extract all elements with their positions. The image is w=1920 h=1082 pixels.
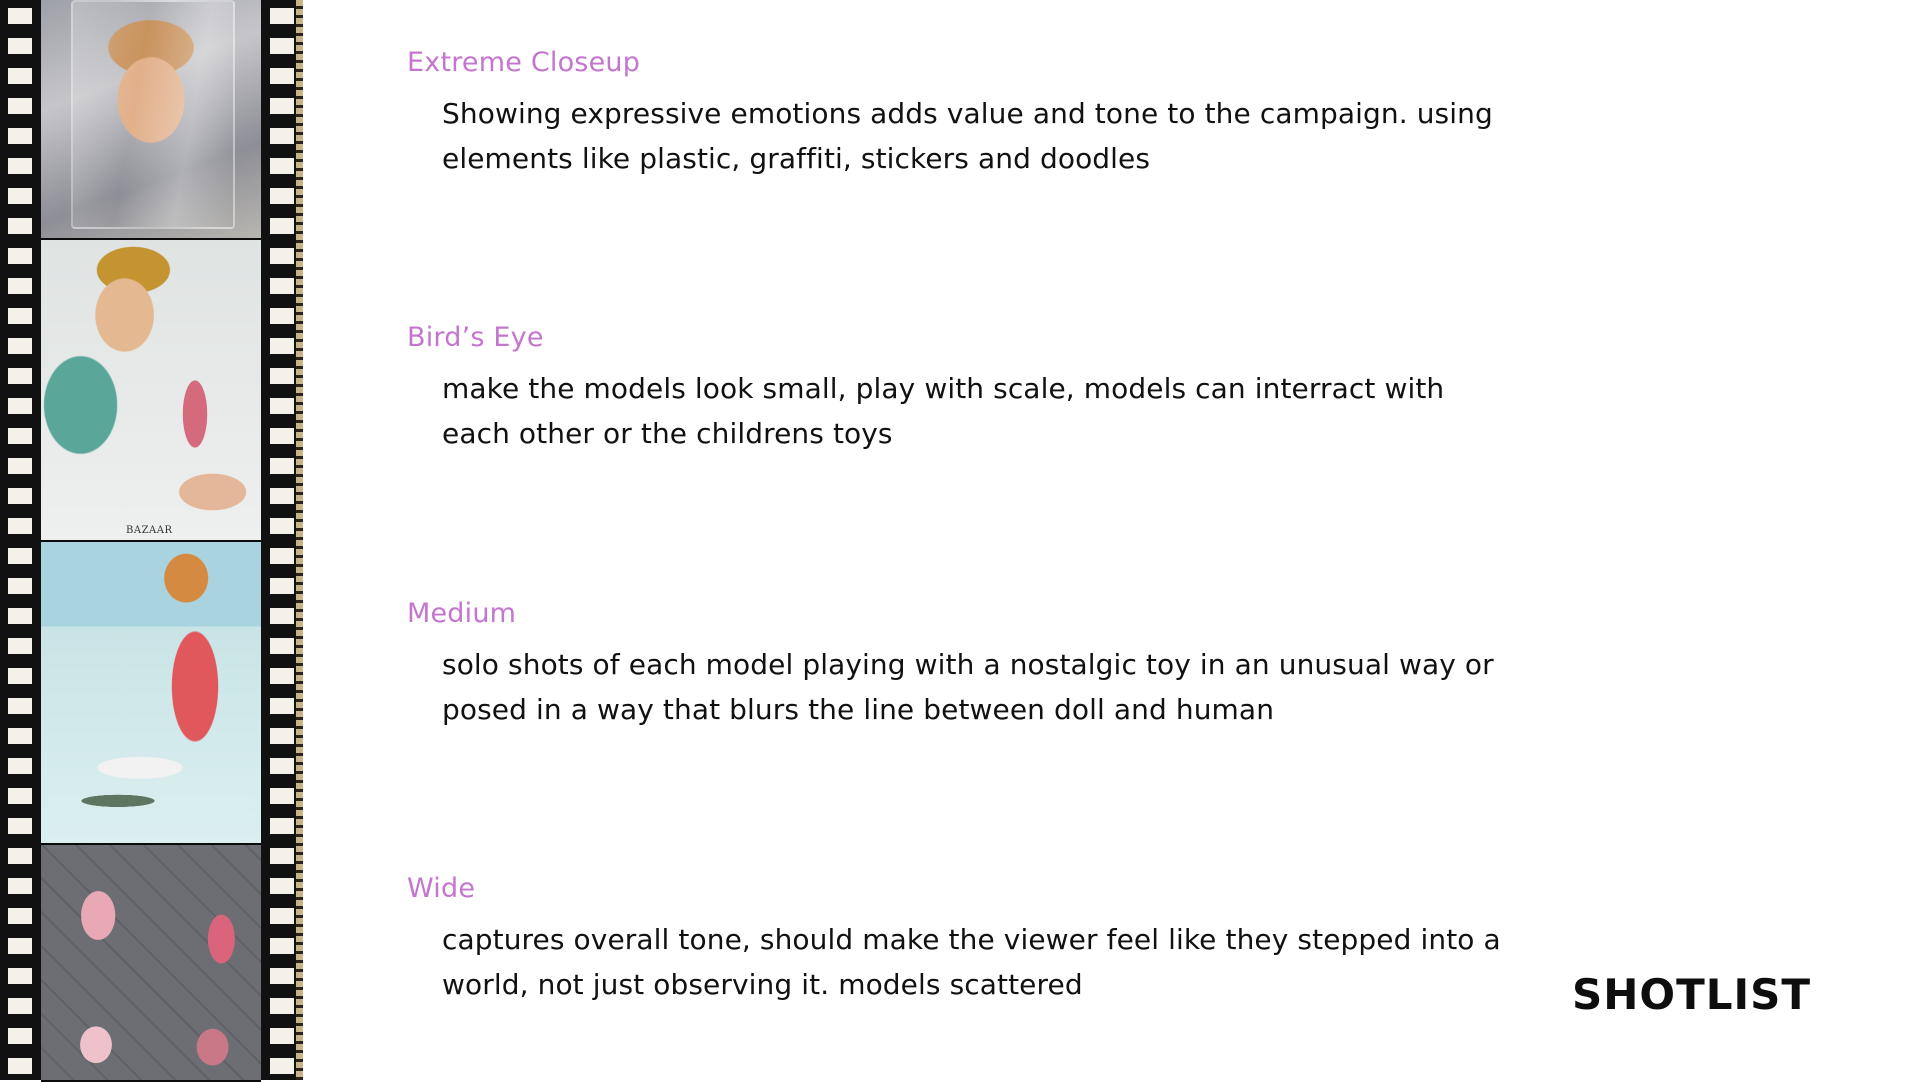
section-description: Showing expressive emotions adds value and tone to the campaign. using elements like plastic, graffiti, stickers and doodles: [442, 97, 1493, 175]
film-strip: [0, 0, 303, 1080]
film-frame-extreme-closeup-photo: [41, 0, 261, 240]
section-description: make the models look small, play with scale, models can interract with each other or the childrens toys: [442, 372, 1445, 450]
section-birds-eye: [407, 322, 1507, 456]
section-medium: [407, 598, 1507, 732]
film-frame-birds-eye-photo: [41, 240, 261, 542]
film-edge-markings: [296, 0, 303, 1080]
film-frame-medium-photo: [41, 542, 261, 845]
film-sprocket-holes-left: [0, 0, 40, 1080]
section-extreme-closeup: [407, 47, 1507, 181]
section-description: solo shots of each model playing with a nostalgic toy in an unusual way or posed in a way that blurs the line between doll and human: [442, 648, 1494, 726]
section-wide: [407, 873, 1507, 1007]
section-heading: Extreme Closeup: [407, 47, 641, 78]
page-title: SHOTLIST: [1572, 970, 1812, 1019]
section-description: captures overall tone, should make the viewer feel like they stepped into a world, not just observing it. models scattered: [442, 923, 1501, 1001]
film-frame-wide-photo: [41, 845, 261, 1082]
section-heading: Bird’s Eye: [407, 322, 544, 353]
magazine-mark: BAZAAR: [126, 525, 173, 536]
section-heading: Medium: [407, 598, 517, 629]
section-heading: Wide: [407, 873, 476, 904]
